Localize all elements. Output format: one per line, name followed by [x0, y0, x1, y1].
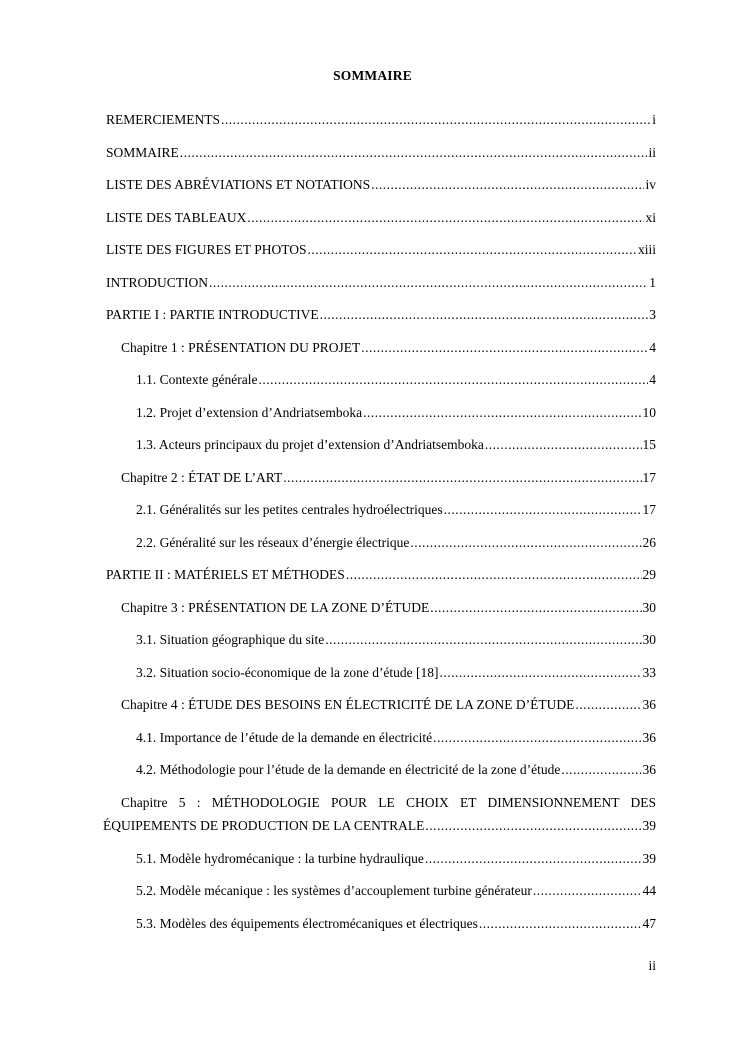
- toc-entry-label: REMERCIEMENTS: [106, 112, 221, 127]
- toc-entry-wrapped-line1[interactable]: [0, 794, 745, 811]
- toc-entry-page: 1: [649, 274, 656, 290]
- toc-entry-page: xi: [645, 209, 656, 225]
- toc-entry-label-line1: Chapitre 5 : MÉTHODOLOGIE POUR LE CHOIX ET DIMENSIONNEMENT DES: [121, 794, 656, 810]
- toc-entry-page: 10: [642, 404, 656, 420]
- toc-entry[interactable]: [0, 209, 745, 226]
- toc-entry-page: 39: [642, 850, 656, 866]
- toc-entry-label: Chapitre 4 : ÉTUDE DES BESOINS EN ÉLECTRICITÉ DE LA ZONE D’ÉTUDE: [121, 697, 575, 712]
- toc-entry-label: 2.1. Généralités sur les petites centrales hydroélectriques: [136, 502, 443, 517]
- toc-entry-label: 2.2. Généralité sur les réseaux d’énergie électrique: [136, 534, 410, 550]
- toc-entry-page: 30: [642, 632, 656, 647]
- toc-entry-label: LISTE DES ABRÉVIATIONS ET NOTATIONS: [106, 177, 371, 192]
- toc-entry-page: 15: [642, 437, 656, 452]
- toc-entry[interactable]: [0, 176, 745, 193]
- toc-entry[interactable]: [0, 850, 745, 867]
- leader-dots: [320, 306, 649, 323]
- leader-dots: [363, 404, 641, 421]
- toc-entry-label: Chapitre 2 : ÉTAT DE L’ART: [121, 469, 283, 485]
- toc-entry-label: 5.2. Modèle mécanique : les systèmes d’accouplement turbine générateur: [136, 883, 532, 898]
- toc-entry-label: LISTE DES TABLEAUX: [106, 209, 247, 225]
- leader-dots: [325, 631, 641, 648]
- leader-dots: [479, 915, 642, 932]
- leader-dots: [533, 882, 642, 899]
- toc-entry[interactable]: [0, 534, 745, 551]
- toc-entry-label: Chapitre 3 : PRÉSENTATION DE LA ZONE D’ÉTUDE: [121, 599, 430, 615]
- toc-entry[interactable]: [0, 664, 745, 681]
- toc-entry[interactable]: [0, 566, 745, 583]
- toc-entry-page: 29: [642, 567, 656, 582]
- toc-entry-page: 3: [649, 307, 656, 322]
- toc-entry-wrapped-line2[interactable]: [0, 817, 745, 834]
- leader-dots: [575, 696, 641, 713]
- toc-entry-label: INTRODUCTION: [106, 274, 208, 290]
- toc-entry-page: ii: [648, 144, 656, 160]
- toc-entry[interactable]: [0, 144, 745, 161]
- toc-entry-label: 4.1. Importance de l’étude de la demande en électricité: [136, 729, 433, 745]
- toc-entry-page: 36: [642, 762, 656, 777]
- toc-entry-label: 1.2. Projet d’extension d’Andriatsemboka: [136, 404, 363, 420]
- leader-dots: [440, 664, 642, 681]
- leader-dots: [433, 729, 641, 746]
- toc-entry-page: iv: [645, 177, 656, 192]
- toc-entry[interactable]: [0, 306, 745, 323]
- leader-dots: [371, 176, 644, 193]
- toc-entry-label: 3.2. Situation socio-économique de la zone d’étude [18]: [136, 664, 439, 680]
- toc-entry[interactable]: [0, 761, 745, 778]
- page-number: ii: [648, 958, 656, 973]
- toc-entry[interactable]: [0, 241, 745, 258]
- leader-dots: [410, 534, 641, 551]
- toc-entry-label: 1.1. Contexte générale: [136, 372, 258, 387]
- toc-entry-label: 4.2. Méthodologie pour l’étude de la demande en électricité de la zone d’étude: [136, 762, 561, 777]
- toc-entry[interactable]: [0, 729, 745, 746]
- toc-entry-label: SOMMAIRE: [106, 144, 179, 160]
- leader-dots: [485, 436, 642, 453]
- toc-entry-page: 4: [649, 339, 656, 355]
- leader-dots: [444, 501, 642, 518]
- toc-entry[interactable]: [0, 696, 745, 713]
- toc-entry-page: 36: [642, 729, 656, 745]
- toc-entry[interactable]: [0, 404, 745, 421]
- toc-entry-label: LISTE DES FIGURES ET PHOTOS: [106, 242, 307, 257]
- toc-entry-label: PARTIE I : PARTIE INTRODUCTIVE: [106, 307, 319, 322]
- toc-entry[interactable]: [0, 469, 745, 486]
- toc-entry-page: 39: [642, 818, 656, 833]
- toc-entry-label: 3.1. Situation géographique du site: [136, 632, 325, 647]
- toc-entry[interactable]: [0, 882, 745, 899]
- toc-entry-label-line2: ÉQUIPEMENTS DE PRODUCTION DE LA CENTRALE: [103, 818, 425, 833]
- leader-dots: [561, 761, 641, 778]
- toc-entry-page: 26: [642, 534, 656, 550]
- toc-entry-page: 30: [642, 599, 656, 615]
- leader-dots: [258, 371, 648, 388]
- toc-entry-label: 1.3. Acteurs principaux du projet d’extension d’Andriatsemboka: [136, 437, 484, 452]
- toc-entry-page: 33: [642, 664, 656, 680]
- toc-entry-page: 44: [642, 883, 656, 898]
- toc-entry[interactable]: [0, 436, 745, 453]
- toc-entry-page: xiii: [637, 242, 656, 257]
- leader-dots: [180, 144, 648, 161]
- leader-dots: [209, 274, 648, 291]
- toc-entry[interactable]: [0, 501, 745, 518]
- toc-entry-page: i: [652, 112, 656, 127]
- page-title: SOMMAIRE: [333, 68, 412, 83]
- toc-entry-label: 5.3. Modèles des équipements électromécaniques et électriques: [136, 915, 478, 931]
- toc-entry-page: 17: [642, 502, 656, 517]
- toc-entry[interactable]: [0, 599, 745, 616]
- leader-dots: [346, 566, 642, 583]
- toc-entry[interactable]: [0, 371, 745, 388]
- leader-dots: [425, 817, 641, 834]
- toc-entry[interactable]: [0, 631, 745, 648]
- leader-dots: [425, 850, 642, 867]
- toc-entry[interactable]: [0, 339, 745, 356]
- toc-entry-label: PARTIE II : MATÉRIELS ET MÉTHODES: [106, 567, 345, 582]
- leader-dots: [361, 339, 648, 356]
- toc-entry[interactable]: [0, 915, 745, 932]
- leader-dots: [221, 111, 651, 128]
- leader-dots: [308, 241, 637, 258]
- toc-entry[interactable]: [0, 111, 745, 128]
- toc-entry-page: 47: [642, 915, 656, 931]
- toc-entry-label: 5.1. Modèle hydromécanique : la turbine hydraulique: [136, 850, 424, 866]
- toc-entry-page: 4: [649, 372, 656, 387]
- toc-entry[interactable]: [0, 274, 745, 291]
- toc-entry-page: 36: [642, 697, 656, 712]
- leader-dots: [247, 209, 644, 226]
- toc-entry-page: 17: [642, 469, 656, 485]
- toc-entry-label: Chapitre 1 : PRÉSENTATION DU PROJET: [121, 339, 361, 355]
- leader-dots: [430, 599, 641, 616]
- leader-dots: [283, 469, 641, 486]
